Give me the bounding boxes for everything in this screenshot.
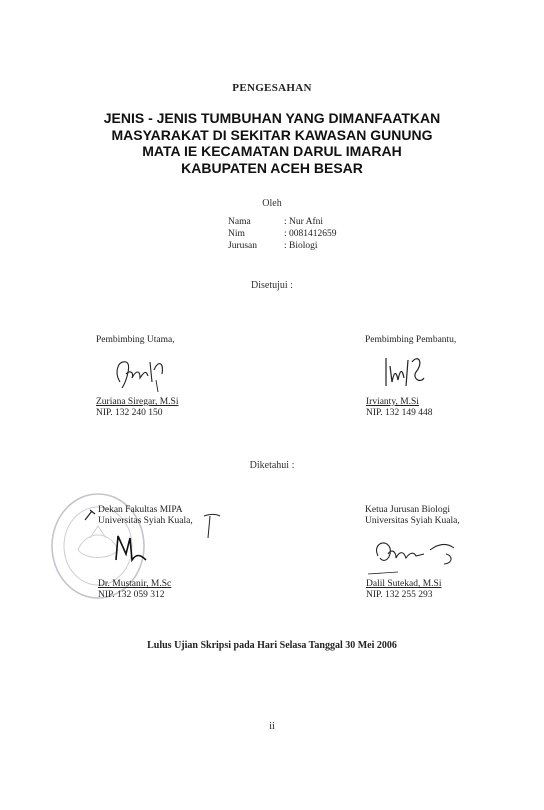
signature-dekan <box>112 530 152 570</box>
pembimbing-utama-name: Zuriana Siregar, M.Si <box>96 397 179 407</box>
author-label: Jurusan <box>228 241 258 251</box>
page-heading: PENGESAHAN <box>232 82 312 94</box>
title-line: MASYARAKAT DI SEKITAR KAWASAN GUNUNG <box>111 126 433 143</box>
author-row-nama <box>228 216 337 228</box>
pembimbing-pembantu-role: Pembimbing Pembantu, <box>365 335 457 345</box>
author-value: : 0081412659 <box>284 229 337 239</box>
dekan-role-line2: Universitas Syiah Kuala, <box>98 516 193 526</box>
pen-mark-icon <box>84 508 96 522</box>
signature-tick-icon <box>200 512 224 542</box>
author-value: : Nur Afni <box>284 217 324 227</box>
page-number: ii <box>269 721 275 732</box>
diketahui-label: Diketahui : <box>249 460 295 471</box>
author-value: : Biologi <box>284 241 318 251</box>
dekan-nip: NIP. 132 059 312 <box>98 590 165 600</box>
ketua-role-line1: Ketua Jurusan Biologi <box>365 505 450 515</box>
signature-ketua <box>368 534 464 578</box>
oleh-label: Oleh <box>262 198 282 209</box>
ketua-name: Dalil Sutekad, M.Si <box>366 579 442 589</box>
pembimbing-utama-role: Pembimbing Utama, <box>96 335 175 345</box>
signature-pembimbing-pembantu <box>380 352 430 394</box>
dekan-role-line1: Dekan Fakultas MIPA <box>98 505 183 515</box>
author-row-jurusan <box>228 240 337 252</box>
title-line: MATA IE KECAMATAN DARUL IMARAH <box>142 143 402 159</box>
dekan-name: Dr. Mustanir, M.Sc <box>98 579 172 589</box>
pembimbing-pembantu-name: Irvianty, M.Si <box>366 397 419 407</box>
title-line: KABUPATEN ACEH BESAR <box>181 159 363 176</box>
disetujui-label: Disetujui : <box>251 280 293 291</box>
signature-pembimbing-utama <box>112 352 172 396</box>
author-label: Nama <box>228 217 251 227</box>
pembimbing-utama-nip: NIP. 132 240 150 <box>96 408 163 418</box>
author-row-nim <box>228 228 337 240</box>
title-line: JENIS - JENIS TUMBUHAN YANG DIMANFAATKAN <box>103 110 441 126</box>
pembimbing-pembantu-nip: NIP. 132 149 448 <box>366 408 433 418</box>
lulus-statement: Lulus Ujian Skripsi pada Hari Selasa Tanggal 30 Mei 2006 <box>147 640 397 651</box>
thesis-title <box>60 110 484 176</box>
author-label: Nim <box>228 229 245 239</box>
ketua-role-line2: Universitas Syiah Kuala, <box>365 516 460 526</box>
ketua-nip: NIP. 132 255 293 <box>366 590 433 600</box>
author-info <box>228 216 337 252</box>
